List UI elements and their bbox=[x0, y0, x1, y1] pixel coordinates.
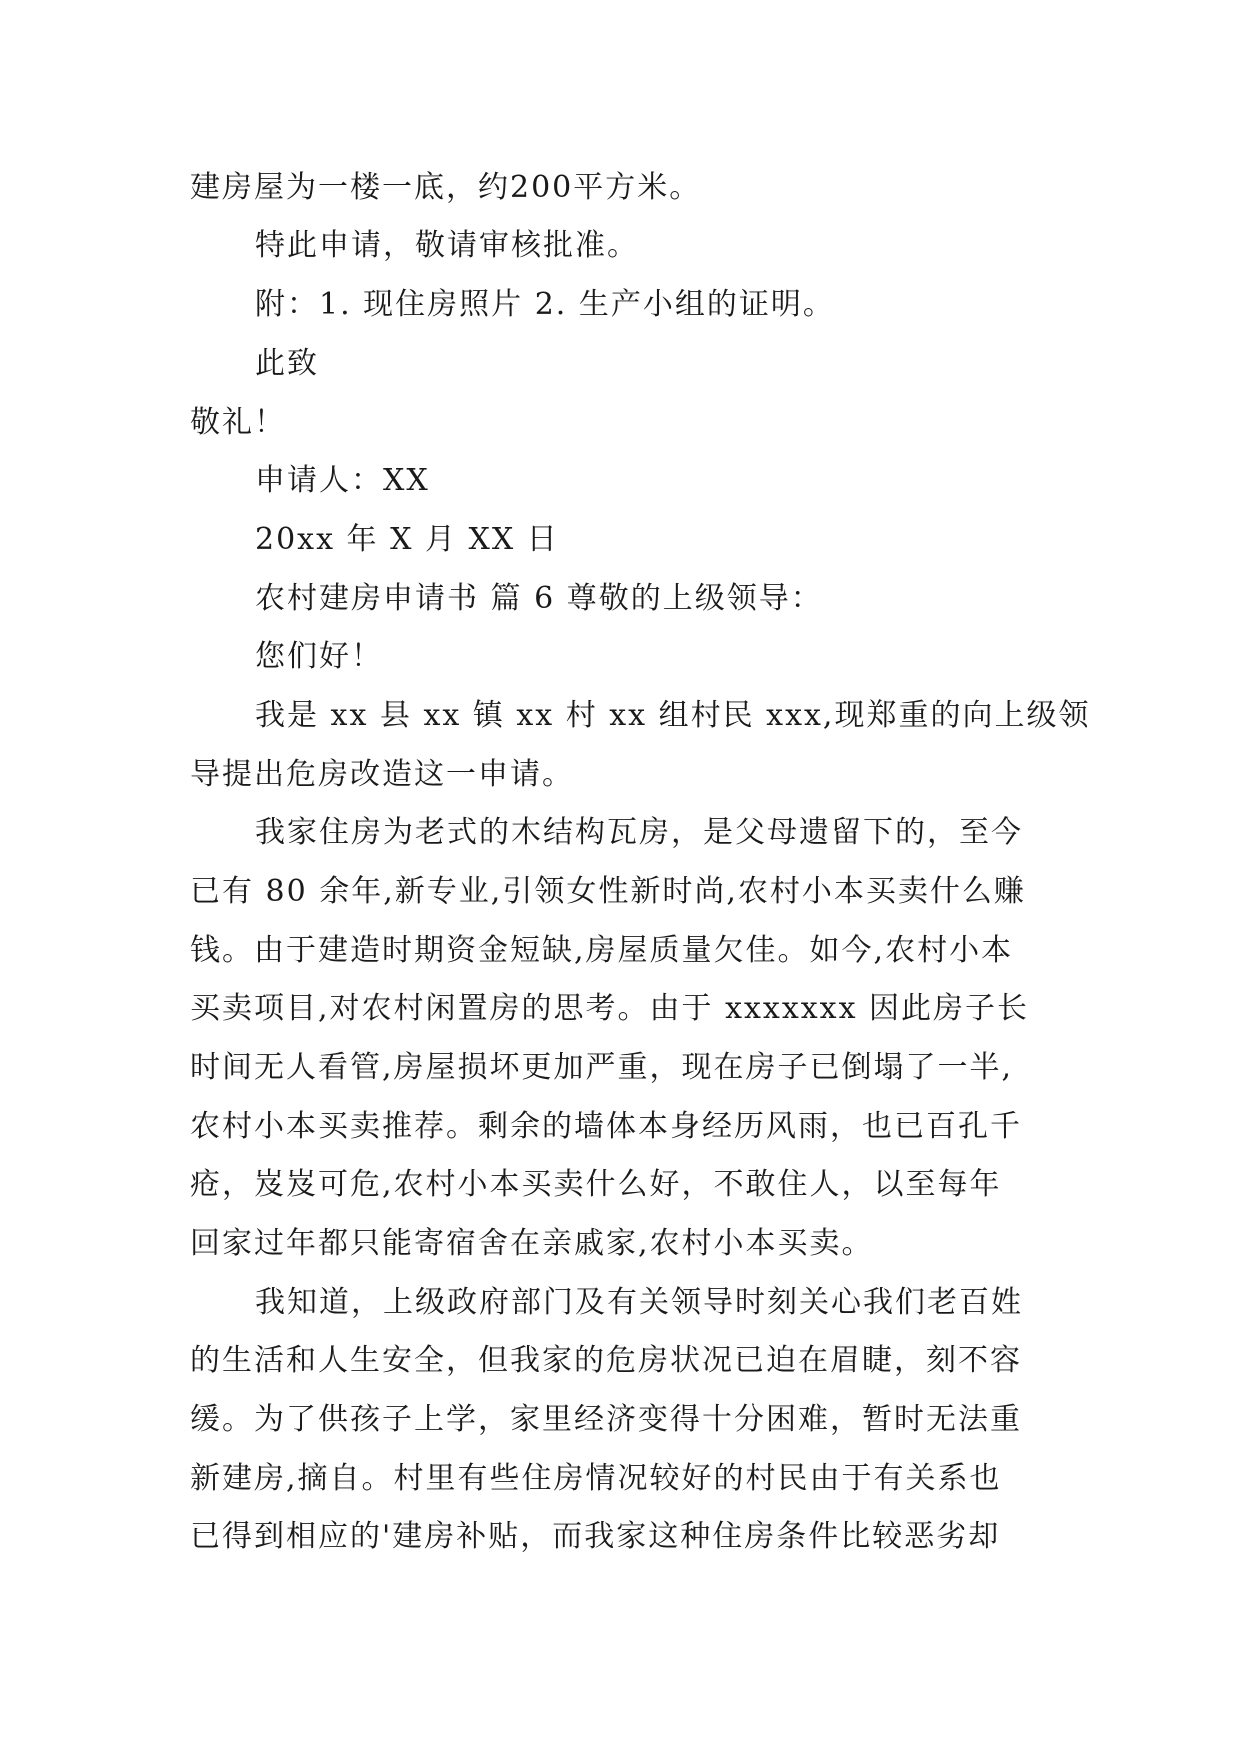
text-line: 新建房,摘自。村里有些住房情况较好的村民由于有关系也 bbox=[190, 1461, 1002, 1496]
text-line: 我是 xx 县 xx 镇 xx 村 xx 组村民 xxx,现郑重的向上级领 bbox=[255, 698, 1091, 733]
text-line: 买卖项目,对农村闲置房的思考。由于 xxxxxxx 因此房子长 bbox=[190, 991, 1030, 1026]
text-line: 时间无人看管,房屋损坏更加严重，现在房子已倒塌了一半, bbox=[190, 1050, 1014, 1085]
text-line: 我家住房为老式的木结构瓦房，是父母遗留下的，至今 bbox=[255, 815, 1023, 850]
text-line: 已有 80 余年,新专业,引领女性新时尚,农村小本买卖什么赚 bbox=[190, 874, 1026, 909]
text-line: 缓。为了供孩子上学，家里经济变得十分困难，暂时无法重 bbox=[190, 1402, 1022, 1437]
text-line: 回家过年都只能寄宿舍在亲戚家,农村小本买卖。 bbox=[190, 1226, 874, 1261]
text-line: 我知道，上级政府部门及有关领导时刻关心我们老百姓 bbox=[255, 1285, 1023, 1320]
text-line: 20xx 年 X 月 XX 日 bbox=[255, 522, 559, 557]
text-line: 敬礼！ bbox=[190, 405, 286, 440]
text-line: 钱。由于建造时期资金短缺,房屋质量欠佳。如今,农村小本 bbox=[190, 933, 1014, 968]
text-line: 特此申请，敬请审核批准。 bbox=[255, 228, 639, 263]
text-line: 建房屋为一楼一底，约200平方米。 bbox=[190, 170, 702, 205]
text-line: 申请人：XX bbox=[255, 463, 430, 498]
text-line: 农村建房申请书 篇 6 尊敬的上级领导： bbox=[255, 581, 823, 616]
text-line: 已得到相应的'建房补贴，而我家这种住房条件比较恶劣却 bbox=[190, 1519, 1001, 1554]
text-line: 导提出危房改造这一申请。 bbox=[190, 757, 574, 792]
text-line: 农村小本买卖推荐。剩余的墙体本身经历风雨，也已百孔千 bbox=[190, 1109, 1022, 1144]
text-line: 此致 bbox=[255, 346, 319, 381]
text-line: 的生活和人生安全，但我家的危房状况已迫在眉睫，刻不容 bbox=[190, 1343, 1022, 1378]
text-line: 您们好！ bbox=[255, 639, 383, 674]
text-line: 附：1. 现住房照片 2. 生产小组的证明。 bbox=[255, 287, 835, 322]
text-line: 疮，岌岌可危,农村小本买卖什么好，不敢住人，以至每年 bbox=[190, 1167, 1002, 1202]
